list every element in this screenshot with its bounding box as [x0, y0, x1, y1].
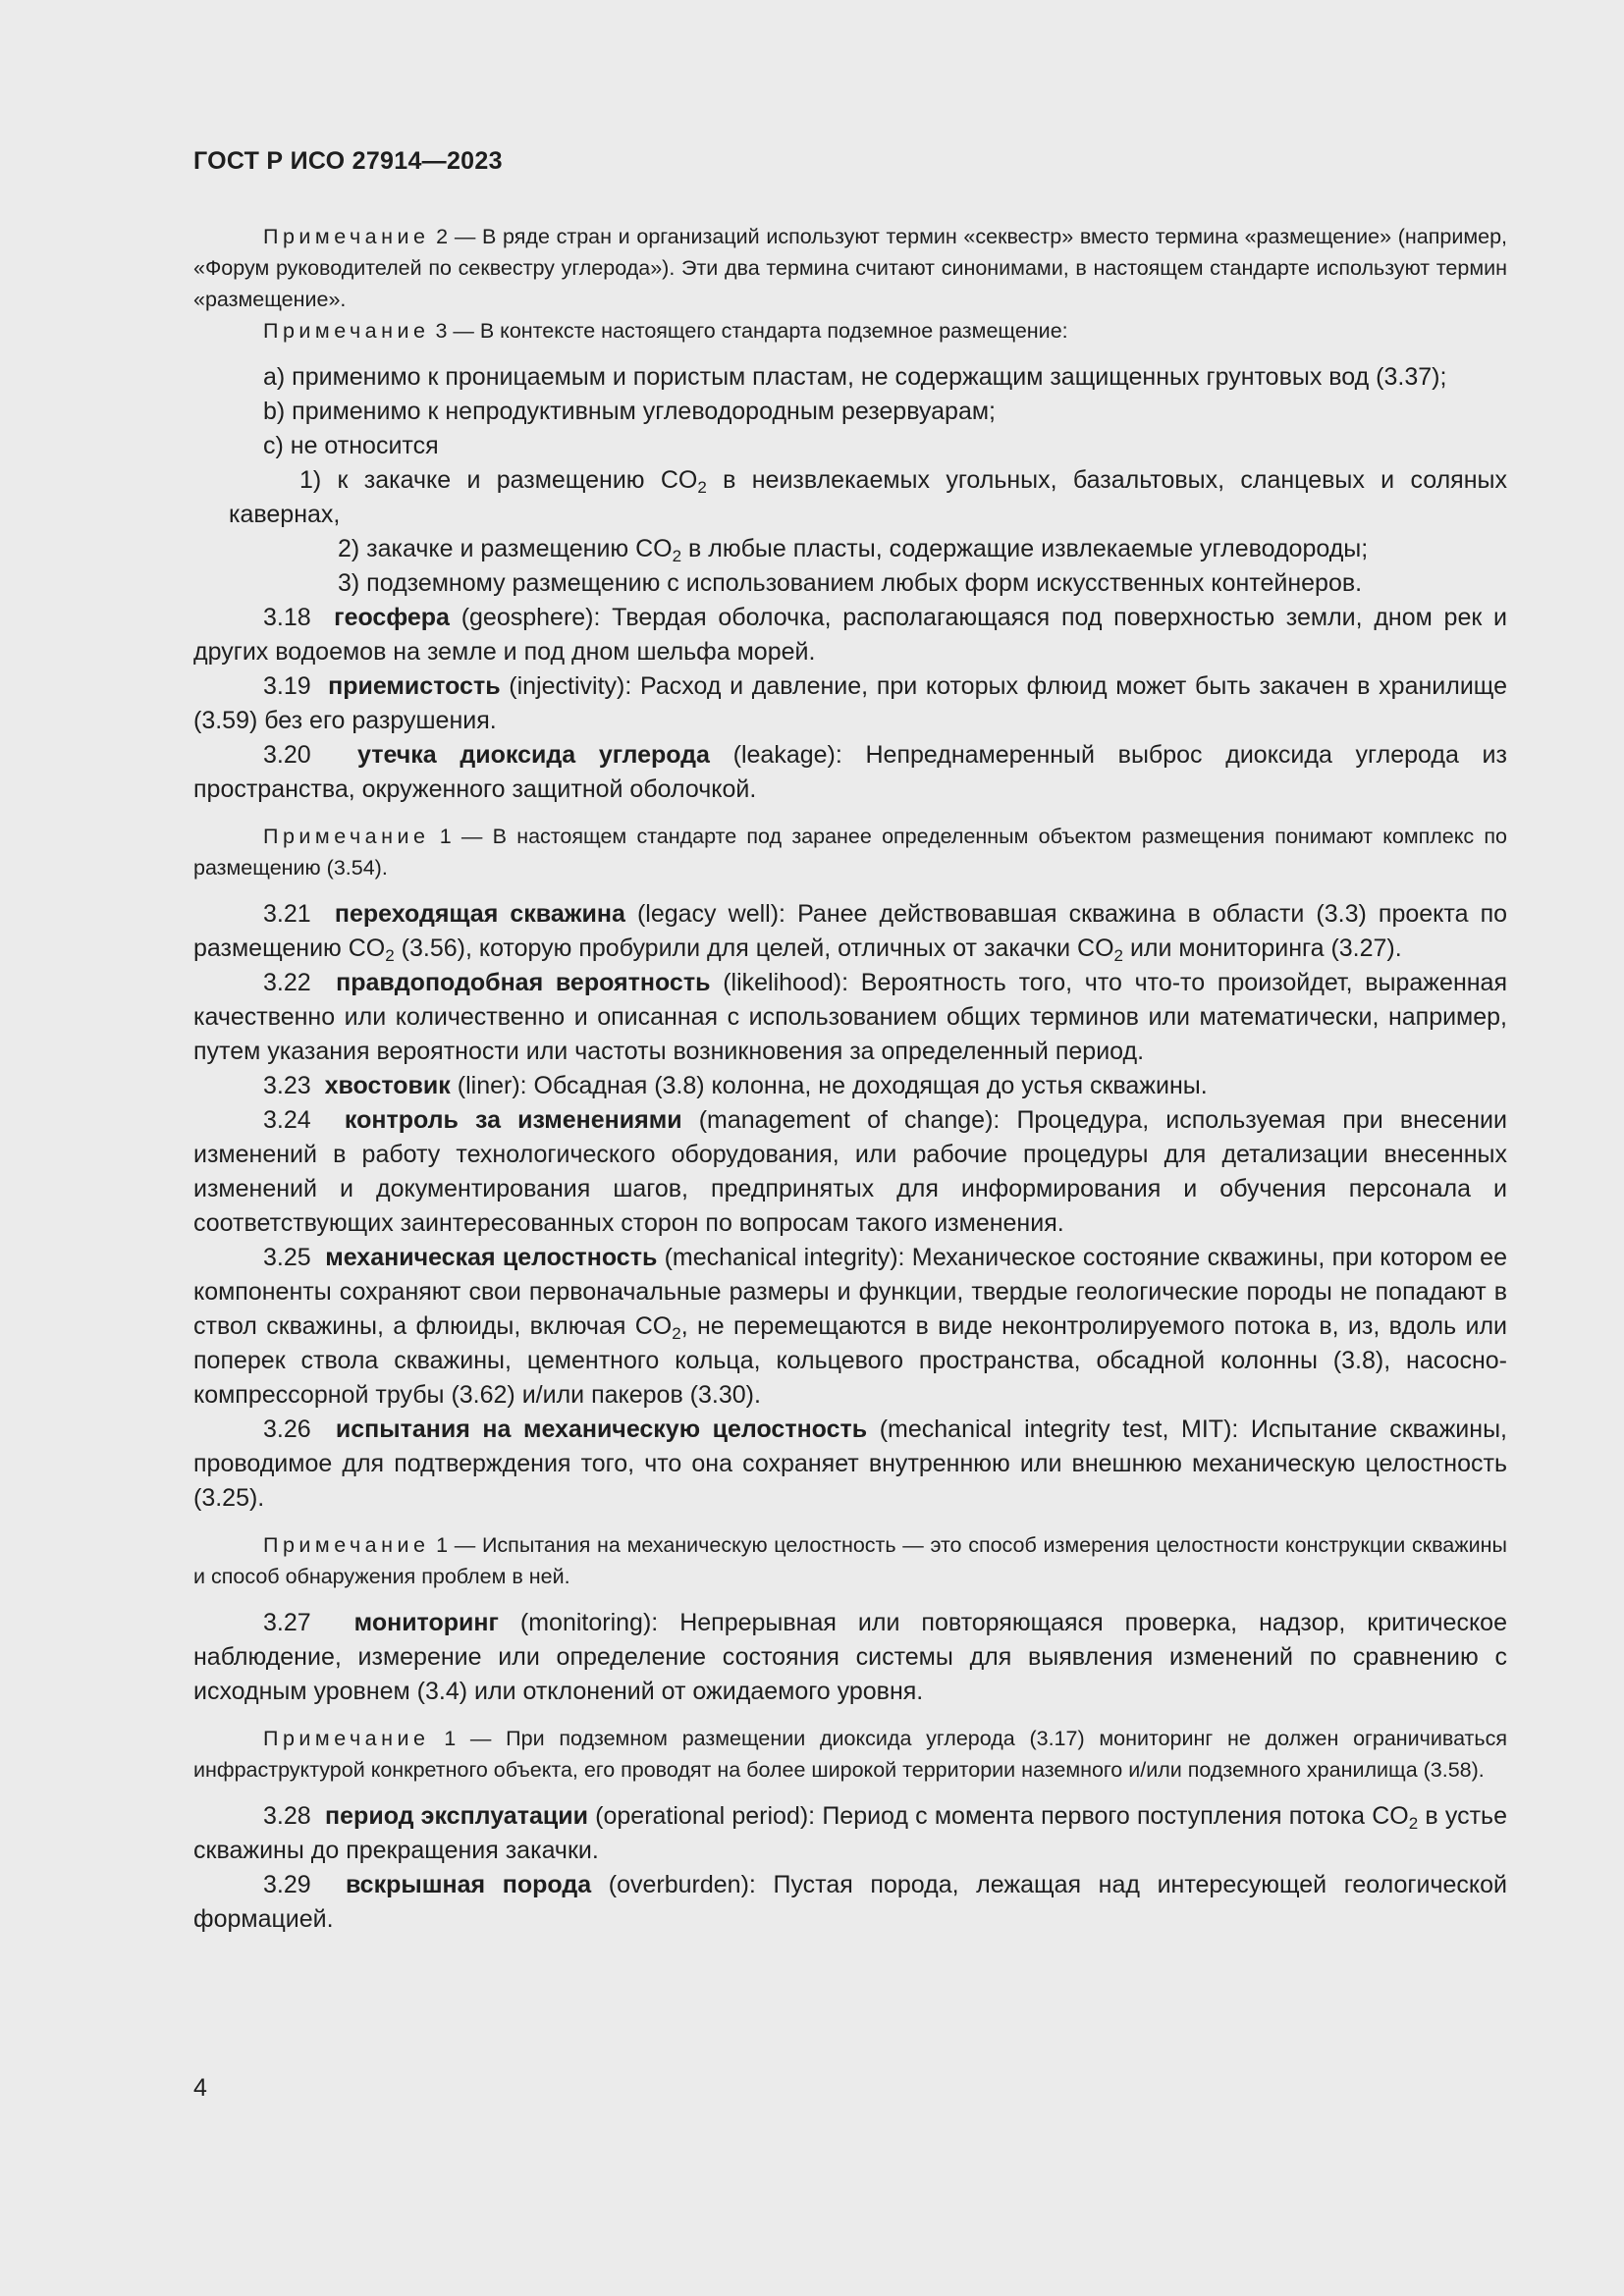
term-number: 3.29 [263, 1871, 311, 1898]
term-definition: , не перемещаются в виде неконтролируемого потока в, из, вдоль или поперек ствола скважины, цементного кольца, кольцевого пространства, обсадной колонны (3.8), насосно-компрессорной трубы (3.62) и/или пакеров (3.30). [193, 1312, 1507, 1409]
page-number: 4 [193, 2074, 207, 2102]
subscript: 2 [1113, 946, 1123, 965]
note-monitoring [193, 1723, 1507, 1786]
term-name: утечка диоксида углерода [357, 741, 710, 769]
note-number: 3 [435, 319, 448, 343]
list-text: 1) к закачке и размещению CO [299, 466, 698, 494]
note-label: Примечание [263, 319, 430, 343]
note-3 [193, 315, 1507, 347]
note-number: 1 [439, 825, 452, 848]
subscript: 2 [672, 547, 682, 565]
subscript: 2 [697, 478, 707, 497]
term-3-28 [193, 1799, 1507, 1868]
term-name: вскрышная порода [345, 1871, 592, 1898]
term-number: 3.26 [263, 1415, 311, 1443]
term-3-18 [193, 601, 1507, 669]
term-name: испытания на механическую целостность [335, 1415, 868, 1443]
list-text: в любые пласты, содержащие извлекаемые углеводороды; [681, 535, 1369, 562]
term-3-19 [193, 669, 1507, 738]
term-3-25 [193, 1241, 1507, 1413]
term-definition: (injectivity): Расход и давление, при которых флюид может быть закачен в хранилище (3.59) без его разрушения. [193, 672, 1507, 734]
term-3-22 [193, 966, 1507, 1069]
term-definition: (overburden): Пустая порода, лежащая над интересующей геологической формацией. [193, 1871, 1507, 1933]
term-3-29 [193, 1868, 1507, 1937]
term-3-20 [193, 738, 1507, 807]
note-text: — При подземном размещении диоксида углерода (3.17) мониторинг не должен ограничиваться инфраструктурой конкретного объекта, его проводят на более широкой территории наземного и/или подземного хранилища (3.58). [193, 1727, 1507, 1782]
document-header: ГОСТ Р ИСО 27914—2023 [193, 147, 503, 175]
note-text: — Испытания на механическую целостность — это способ измерения целостности конструкции скважины и способ обнаружения проблем в ней. [193, 1533, 1507, 1588]
term-definition: (3.56), которую пробурили для целей, отличных от закачки CO [394, 934, 1114, 962]
term-name: хвостовик [324, 1072, 451, 1099]
note-text: — В ряде стран и организаций используют термин «секвестр» вместо термина «размещение» (например, «Форум руководителей по секвестру углерода»). Эти два термина считают синонимами, в настоящем стандарте используют термин «размещение». [193, 225, 1507, 311]
term-definition: в устье скважины до прекращения закачки. [193, 1802, 1507, 1864]
term-number: 3.19 [263, 672, 311, 700]
term-name: механическая целостность [325, 1244, 658, 1271]
term-definition: или мониторинга (3.27). [1123, 934, 1402, 962]
term-definition: (legacy well): Ранее действовавшая скважина в области (3.3) проекта по размещению CO [193, 900, 1508, 962]
note-text: — В контексте настоящего стандарта подземное размещение: [447, 319, 1068, 343]
term-3-27 [193, 1606, 1507, 1709]
term-number: 3.18 [263, 604, 311, 631]
note-label: Примечание [263, 1533, 430, 1557]
term-number: 3.22 [263, 969, 311, 996]
note-mit [193, 1529, 1507, 1592]
term-definition: (operational period): Период с момента первого поступления потока CO [587, 1802, 1409, 1830]
list-text: в неизвлекаемых угольных, базальтовых, сланцевых и соляных кавернах, [229, 466, 1507, 528]
subscript: 2 [672, 1324, 681, 1343]
term-number: 3.21 [263, 900, 311, 928]
term-name: контроль за изменениями [344, 1106, 682, 1134]
term-definition: (leakage): Непреднамеренный выброс диоксида углерода из пространства, окруженного защитной оболочкой. [193, 741, 1507, 803]
list-item-c3: 3) подземному размещению с использованием любых форм искусственных контейнеров. [338, 569, 1363, 597]
term-3-21 [193, 897, 1507, 966]
term-number: 3.20 [263, 741, 311, 769]
term-name: геосфера [334, 604, 450, 631]
note-label: Примечание [263, 1727, 430, 1750]
list-item-c: c) не относится [263, 432, 439, 459]
term-number: 3.23 [263, 1072, 311, 1099]
term-3-26 [193, 1413, 1507, 1516]
term-definition: (management of change): Процедура, используемая при внесении изменений в работу технологического оборудования, или рабочие процедуры для детализации внесенных изменений и документирования шагов, предпринятых для информирования и обучения персонала и соответствующих заинтересованных сторон по вопросам такого изменения. [193, 1106, 1507, 1237]
term-definition: (liner): Обсадная (3.8) колонна, не доходящая до устья скважины. [450, 1072, 1208, 1099]
term-definition: (geosphere): Твердая оболочка, располагающаяся под поверхностью земли, дном рек и других водоемов на земле и под дном шельфа морей. [193, 604, 1507, 666]
term-definition: (mechanical integrity): Механическое состояние скважины, при котором ее компоненты сохраняют свои первоначальные размеры и функции, твердые геологические породы не попадают в ствол скважины, а флюиды, включая CO [193, 1244, 1507, 1340]
note-leakage [193, 821, 1507, 883]
note-label: Примечание [263, 225, 430, 248]
term-definition: (monitoring): Непрерывная или повторяющаяся проверка, надзор, критическое наблюдение, измерение или определение состояния системы для выявления изменений по сравнению с исходным уровнем (3.4) или отклонений от ожидаемого уровня. [193, 1609, 1507, 1705]
term-number: 3.25 [263, 1244, 311, 1271]
note-number: 2 [436, 225, 449, 248]
list-item-b: b) применимо к непродуктивным углеводородным резервуарам; [263, 398, 996, 425]
list-text: 2) закачке и размещению CO [338, 535, 673, 562]
term-number: 3.27 [263, 1609, 311, 1636]
term-3-23 [193, 1069, 1507, 1103]
term-name: приемистость [328, 672, 501, 700]
list-item-c1 [229, 463, 1507, 532]
term-name: переходящая скважина [334, 900, 625, 928]
term-number: 3.28 [263, 1802, 311, 1830]
subscript: 2 [385, 946, 395, 965]
page-content [193, 221, 1507, 1937]
note-number: 1 [436, 1533, 449, 1557]
note-number: 1 [444, 1727, 457, 1750]
term-name: правдоподобная вероятность [336, 969, 711, 996]
subscript: 2 [1408, 1814, 1419, 1833]
term-definition: (likelihood): Вероятность того, что что-то произойдет, выраженная качественно или количественно и описанная с использованием общих терминов или математически, например, путем указания вероятности или частоты возникновения за определенный период. [193, 969, 1507, 1065]
term-name: период эксплуатации [325, 1802, 588, 1830]
note-2 [193, 221, 1507, 315]
term-name: мониторинг [353, 1609, 499, 1636]
term-number: 3.24 [263, 1106, 311, 1134]
note-text: — В настоящем стандарте под заранее определенным объектом размещения понимают комплекс по размещению (3.54). [193, 825, 1507, 880]
term-3-24 [193, 1103, 1507, 1241]
list-item-c2 [338, 532, 1507, 566]
list-item-a: a) применимо к проницаемым и пористым пластам, не содержащим защищенных грунтовых вод (3.37); [263, 363, 1447, 391]
note-label: Примечание [263, 825, 430, 848]
term-definition: (mechanical integrity test, MIT): Испытание скважины, проводимое для подтверждения того, что она сохраняет внутреннюю или внешнюю механическую целостность (3.25). [193, 1415, 1507, 1512]
